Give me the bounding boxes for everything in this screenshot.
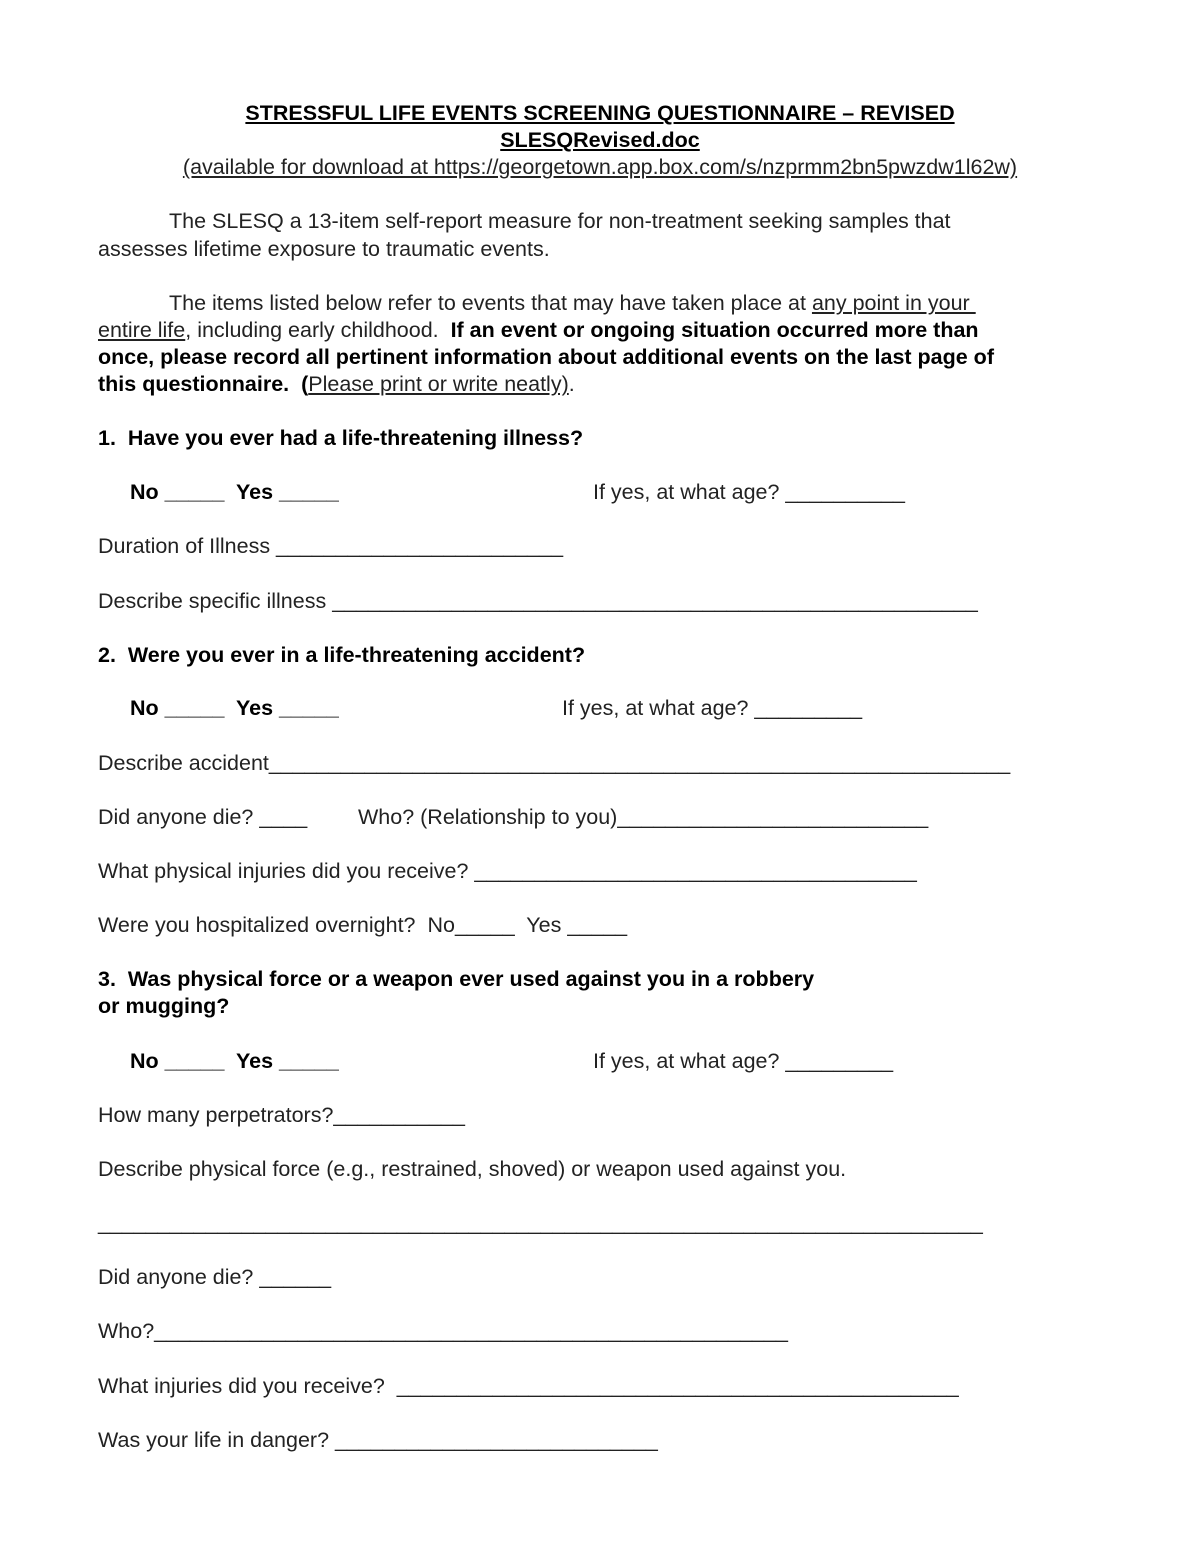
intro-text: , including early childhood. [185,318,451,342]
q3-no-yes-field[interactable]: No _____ Yes _____ [130,1049,339,1073]
intro-bold-text: this questionnaire. ( [98,372,309,396]
intro-paragraph-1-line-2: assesses lifetime exposure to traumatic events. [98,237,550,261]
q3-injuries-field[interactable]: What injuries did you receive? _______________________________________________ [98,1374,959,1398]
q3-life-danger-field[interactable]: Was your life in danger? ___________________________ [98,1428,658,1452]
intro-paragraph-1-line-1: The SLESQ a 13-item self-report measure for non-treatment seeking samples that [169,209,951,233]
q3-perpetrators-field[interactable]: How many perpetrators?___________ [98,1103,465,1127]
q2-age-field[interactable]: If yes, at what age? _________ [562,696,863,720]
intro-paragraph-2-line-4 [98,374,575,396]
download-link[interactable]: (available for download at https://georgetown.app.box.com/s/nzprmm2bn5pwzdw1l62w) [182,155,1018,179]
intro-text: . [568,372,575,396]
q3-who-field[interactable]: Who?_____________________________________________________ [98,1319,788,1343]
q2-hospitalized-field[interactable]: Were you hospitalized overnight? No_____ Yes _____ [98,913,628,937]
q3-describe-field[interactable]: __________________________________________________________________________ [98,1211,983,1235]
question-3-line-1: 3. Was physical force or a weapon ever used against you in a robbery [98,967,815,991]
q1-no-yes-field[interactable]: No _____ Yes _____ [130,480,339,504]
question-2: 2. Were you ever in a life-threatening accident? [98,643,586,667]
q3-anyone-die-field[interactable]: Did anyone die? ______ [98,1265,332,1289]
question-1: 1. Have you ever had a life-threatening illness? [98,426,584,450]
document-filename: SLESQRevised.doc [500,128,700,152]
q2-injuries-field[interactable]: What physical injuries did you receive? _____________________________________ [98,859,917,883]
intro-paragraph-2-line-1 [169,293,976,315]
intro-underlined-text: entire life [98,318,186,342]
q2-who-field[interactable]: Who? (Relationship to you)__________________________ [358,805,929,829]
intro-underlined-text: Please print or write neatly) [308,372,569,396]
document-title: STRESSFUL LIFE EVENTS SCREENING QUESTIONNAIRE – REVISED [245,101,955,125]
q3-describe-prompt: Describe physical force (e.g., restrained, shoved) or weapon used against you. [98,1157,847,1181]
q1-duration-field[interactable]: Duration of Illness ________________________ [98,534,564,558]
q2-anyone-die-field[interactable]: Did anyone die? ____ [98,805,308,829]
q2-no-yes-field[interactable]: No _____ Yes _____ [130,696,339,720]
q3-age-field[interactable]: If yes, at what age? _________ [593,1049,894,1073]
intro-bold-text: If an event or ongoing situation occurred more than [450,318,979,342]
q1-age-field[interactable]: If yes, at what age? __________ [593,480,905,504]
intro-paragraph-2-line-2 [98,320,979,342]
intro-paragraph-2-line-3: once, please record all pertinent information about additional events on the last page of [98,345,994,369]
q1-describe-field[interactable]: Describe specific illness ______________________________________________________ [98,589,978,613]
intro-text: The items listed below refer to events that may have taken place at [169,291,812,315]
question-3-line-2: or mugging? [98,994,230,1018]
intro-underlined-text: any point in your [811,291,976,315]
q2-describe-field[interactable]: Describe accident______________________________________________________________ [98,751,1011,775]
